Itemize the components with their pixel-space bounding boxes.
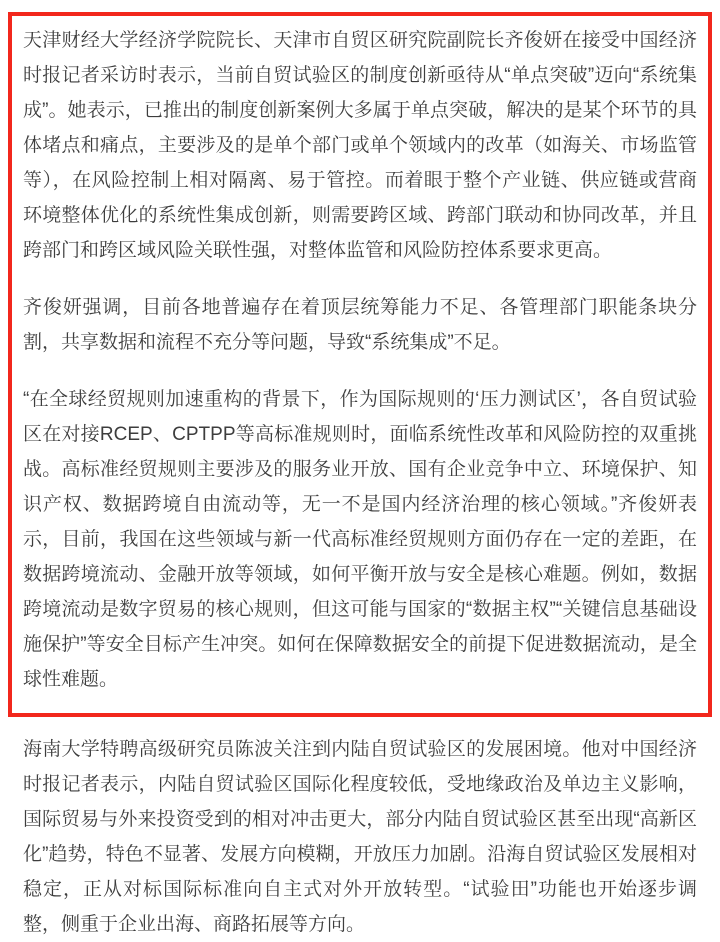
highlighted-paragraph: 天津财经大学经济学院院长、天津市自贸区研究院副院长齐俊妍在接受中国经济时报记者采访时表示，当前自贸试验区的制度创新亟待从“单点突破”迈向“系统集成”。她表示，已推出的制度创新案例大多属于单点突破，解决的是某个环节的具体堵点和痛点，主要涉及的是单个部门或单个领域内的改革（如海关、市场监管等），在风险控制上相对隔离、易于管控。而着眼于整个产业链、供应链或营商环境整体优化的系统性集成创新，则需要跨区域、跨部门联动和协同改革，并且跨部门和跨区域风险关联性强，对整体监管和风险防控体系要求更高。 [23, 30, 697, 261]
highlighted-paragraph: 齐俊妍强调，目前各地普遍存在着顶层统筹能力不足、各管理部门职能条块分割，共享数据和流程不充分等问题，导致“系统集成”不足。 [23, 297, 697, 353]
highlighted-paragraph: “在全球经贸规则加速重构的背景下，作为国际规则的‘压力测试区’，各自贸试验区在对接RCEP、CPTPP等高标准规则时，面临系统性改革和风险防控的双重挑战。高标准经贸规则主要涉及的服务业开放、国有企业竞争中立、环境保护、知识产权、数据跨境自由流动等，无一不是国内经济治理的核心领域。”齐俊妍表示，目前，我国在这些领域与新一代高标准经贸规则方面仍存在一定的差距，在数据跨境流动、金融开放等领域，如何平衡开放与安全是核心难题。例如，数据跨境流动是数字贸易的核心规则，但这可能与国家的“数据主权”“关键信息基础设施保护”等安全目标产生冲突。如何在保障数据安全的前提下促进数据流动，是全球性难题。 [23, 389, 697, 690]
article-page [0, 12, 720, 935]
body-paragraph: 海南大学特聘高级研究员陈波关注到内陆自贸试验区的发展困境。他对中国经济时报记者表示，内陆自贸试验区国际化程度较低，受地缘政治及单边主义影响，国际贸易与外来投资受到的相对冲击更大，部分内陆自贸试验区甚至出现“高新区化”趋势，特色不显著、发展方向模糊，开放压力加剧。沿海自贸试验区发展相对稳定，正从对标国际标准向自主式对外开放转型。“试验田”功能也开始逐步调整，侧重于企业出海、商路拓展等方向。 [23, 739, 697, 935]
article-body [23, 732, 697, 942]
highlight-red-box [8, 12, 712, 717]
